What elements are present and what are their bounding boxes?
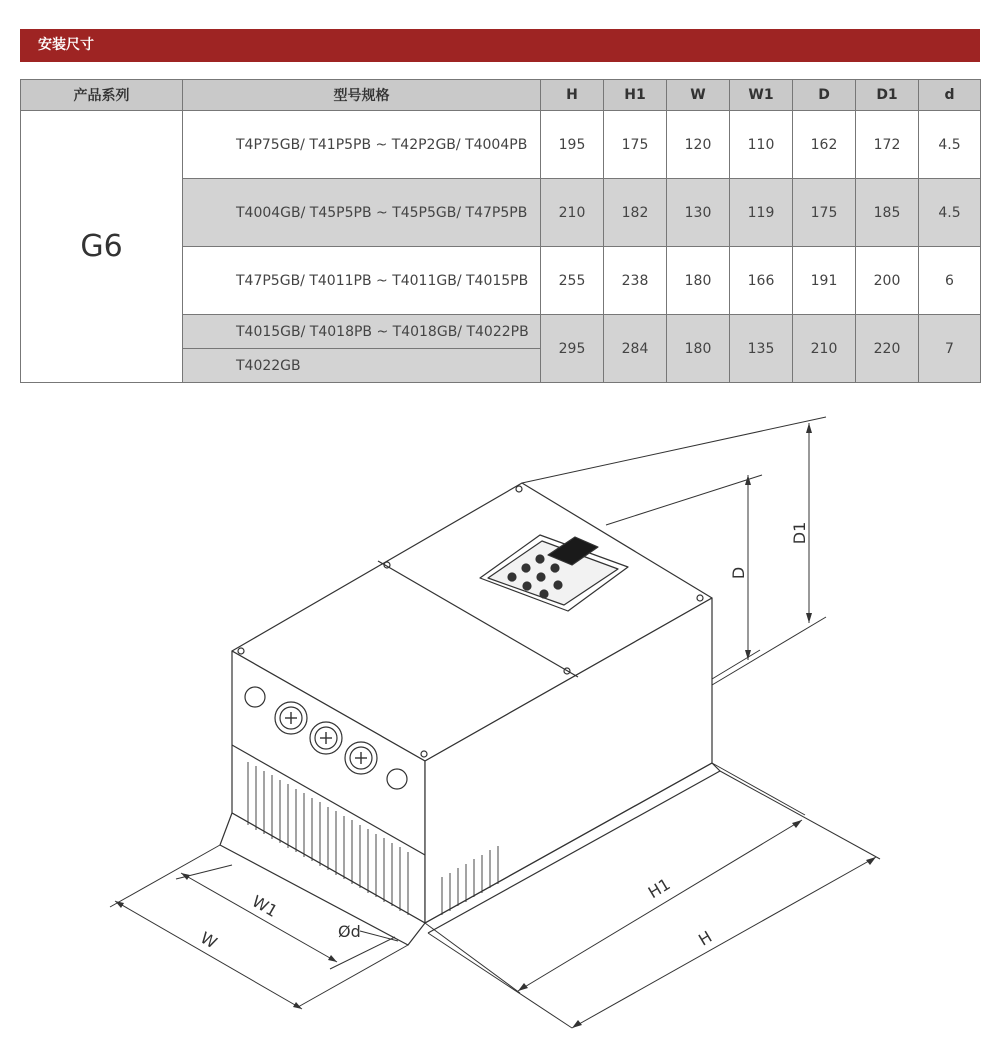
value-cell: 220 xyxy=(856,315,919,383)
value-cell: 180 xyxy=(667,315,730,383)
label-d-depth: D xyxy=(729,566,748,580)
value-cell: 180 xyxy=(667,247,730,315)
value-cell: 182 xyxy=(604,179,667,247)
header-series: 产品系列 xyxy=(21,80,183,111)
header-w1: W1 xyxy=(730,80,793,111)
value-cell: 172 xyxy=(856,111,919,179)
model-cell: T4015GB/ T4018PB ~ T4018GB/ T4022PB xyxy=(183,315,541,349)
value-cell: 185 xyxy=(856,179,919,247)
value-cell: 6 xyxy=(919,247,981,315)
value-cell: 191 xyxy=(793,247,856,315)
table-row xyxy=(21,111,981,179)
label-h: H xyxy=(695,927,716,950)
label-h1: H1 xyxy=(644,874,674,903)
label-hole-diameter: Ød xyxy=(338,922,361,941)
value-cell: 119 xyxy=(730,179,793,247)
value-cell: 4.5 xyxy=(919,111,981,179)
header-h: H xyxy=(541,80,604,111)
value-cell: 7 xyxy=(919,315,981,383)
header-model: 型号规格 xyxy=(183,80,541,111)
value-cell: 210 xyxy=(541,179,604,247)
value-cell: 110 xyxy=(730,111,793,179)
label-w1: W1 xyxy=(248,891,281,921)
header-d: D xyxy=(793,80,856,111)
value-cell: 238 xyxy=(604,247,667,315)
header-w: W xyxy=(667,80,730,111)
series-cell: G6 xyxy=(21,111,183,383)
value-cell: 200 xyxy=(856,247,919,315)
value-cell: 162 xyxy=(793,111,856,179)
header-d-small: d xyxy=(919,80,981,111)
value-cell: 175 xyxy=(793,179,856,247)
label-w: W xyxy=(197,928,221,953)
header-d1: D1 xyxy=(856,80,919,111)
label-d1: D1 xyxy=(790,521,809,545)
header-h1: H1 xyxy=(604,80,667,111)
value-cell: 135 xyxy=(730,315,793,383)
value-cell: 210 xyxy=(793,315,856,383)
value-cell: 130 xyxy=(667,179,730,247)
model-cell: T4022GB xyxy=(183,349,541,383)
value-cell: 175 xyxy=(604,111,667,179)
value-cell: 284 xyxy=(604,315,667,383)
value-cell: 120 xyxy=(667,111,730,179)
value-cell: 295 xyxy=(541,315,604,383)
value-cell: 255 xyxy=(541,247,604,315)
table-header-row xyxy=(21,80,981,111)
model-cell: T4004GB/ T45P5PB ~ T45P5GB/ T47P5PB xyxy=(183,179,541,247)
section-title-bar xyxy=(20,29,980,62)
value-cell: 166 xyxy=(730,247,793,315)
dimension-table xyxy=(20,79,981,383)
model-cell: T47P5GB/ T4011PB ~ T4011GB/ T4015PB xyxy=(183,247,541,315)
value-cell: 195 xyxy=(541,111,604,179)
section-title: 安装尺寸 xyxy=(38,37,94,53)
value-cell: 4.5 xyxy=(919,179,981,247)
installation-drawing xyxy=(0,395,1000,1053)
model-cell: T4P75GB/ T41P5PB ~ T42P2GB/ T4004PB xyxy=(183,111,541,179)
